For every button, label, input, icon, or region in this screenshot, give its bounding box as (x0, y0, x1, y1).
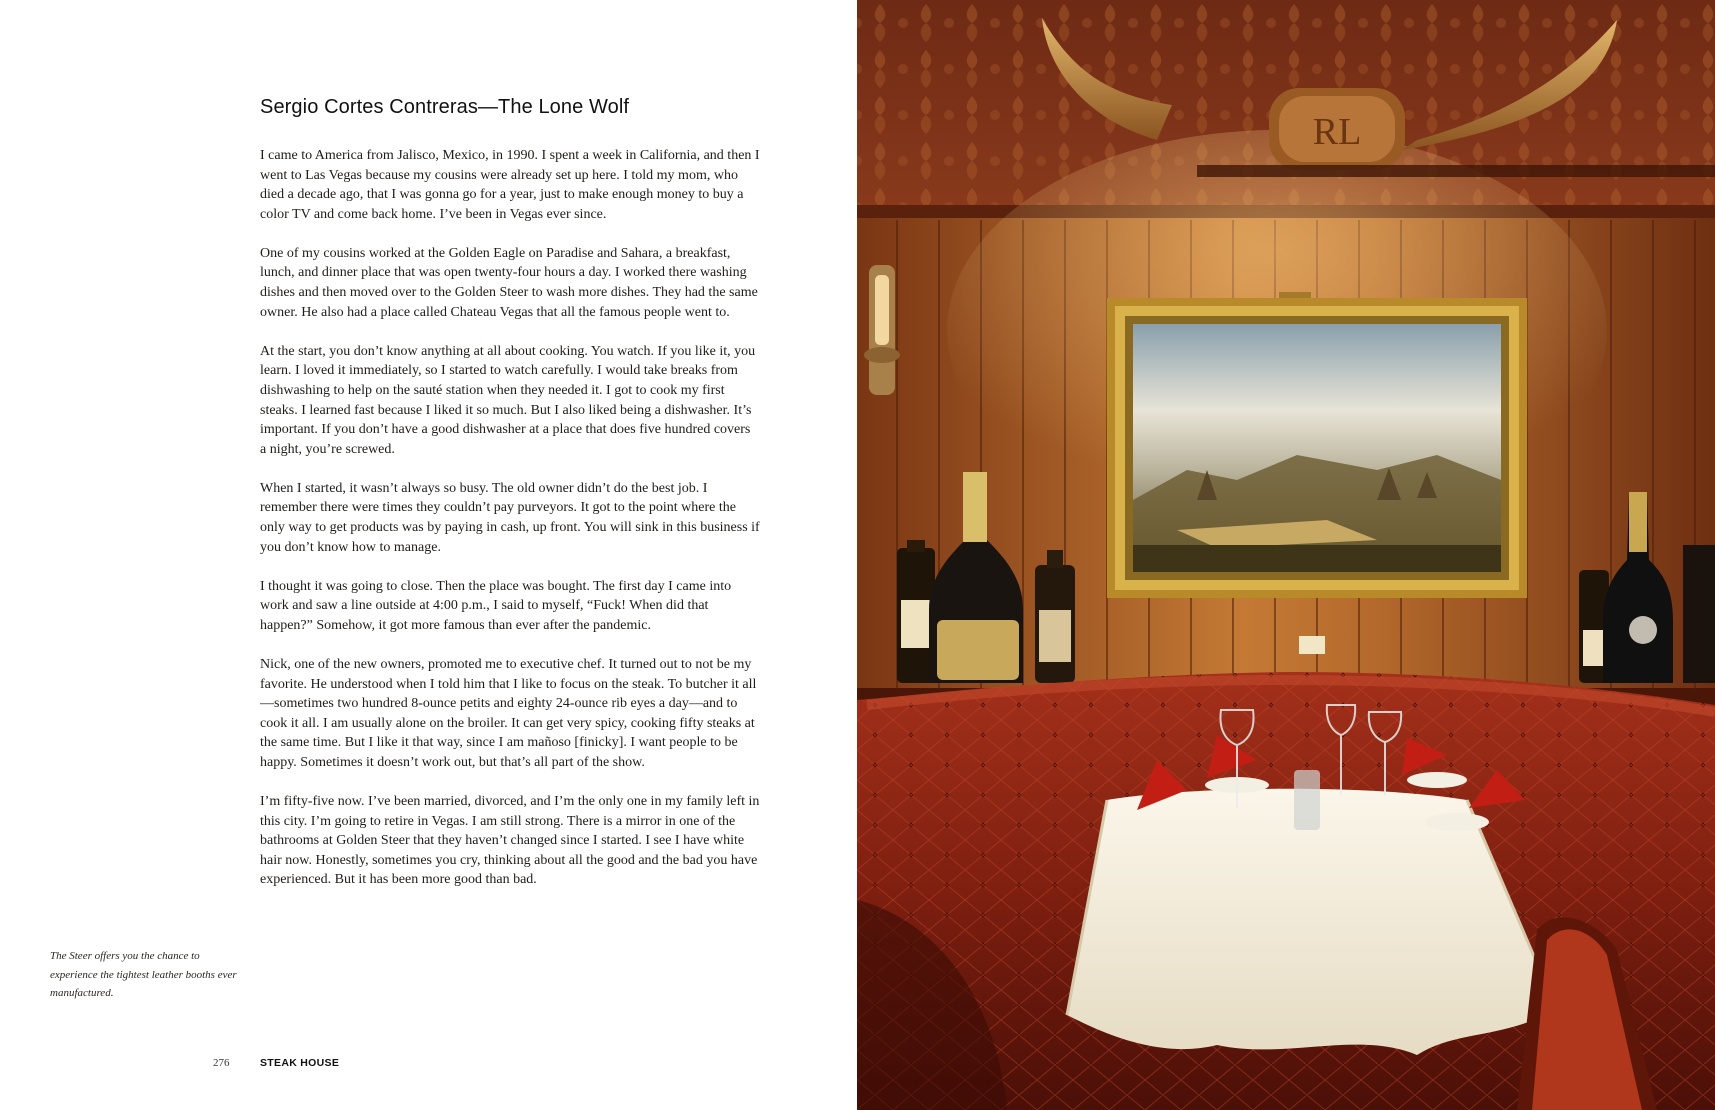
paragraph: I thought it was going to close. Then the place was bought. The first day I came into work and saw a line outside at 4:00 p.m., I said to myself, “Fuck! When did that happen?” Somehow, it got more famous than ever after the pandemic. (260, 578, 732, 633)
paragraph: One of my cousins worked at the Golden Eagle on Paradise and Sahara, a breakfast, lunch, and dinner place that was open twenty-four hours a day. I worked there washing dishes and then moved over to the Golden Steer to wash more dishes. They had the same owner. He also had a place called Chateau Vegas that all the famous people went to. (260, 245, 758, 320)
article-body (260, 146, 760, 910)
paragraph: I’m fifty-five now. I’ve been married, divorced, and I’m the only one in my family left in this city. I’m going to retire in Vegas. I am still strong. There is a mirror in one of the bathrooms at Golden Steer that they haven’t changed since I started. I see I have white hair now. Honestly, sometimes you cry, thinking about all the good and the bad you have experienced. But it has been more good than bad. (260, 794, 760, 888)
paragraph: At the start, you don’t know anything at all about cooking. You watch. If you like it, you learn. I loved it immediately, so I started to watch carefully. I would take breaks from dishwashing to help on the sauté station when they needed it. I got to cook my first steaks. I learned fast because I liked it so much. But I also liked being a dishwasher. It’s important. If you don’t have a good dishwasher at a place that does five hundred covers a night, you’re screwed. (260, 343, 756, 457)
left-page (0, 0, 857, 1110)
restaurant-booth-photo (857, 0, 1715, 1110)
paragraph: Nick, one of the new owners, promoted me to executive chef. It turned out to not be my favorite. He understood when I told him that I like to focus on the steak. To butcher it all—sometimes two hundred 8-ounce petits and eighty 24-ounce rib eyes a day—and to cook it all. I am usually alone on the broiler. It can get very spicy, cooking fifty steaks at the same time. But I like it that way, since I am mañoso [finicky]. I want people to be happy. Sometimes it doesn’t work out, but that’s all part of the show. (260, 656, 757, 770)
section-title: STEAK HOUSE (260, 1057, 340, 1069)
page-number: 276 (213, 1057, 230, 1069)
paragraph: I came to America from Jalisco, Mexico, in 1990. I spent a week in California, and then I went to Las Vegas because my cousins were already set up here. I told my mom, who died a decade ago, that I was gonna go for a year, just to make enough money to buy a color TV and come back home. I’ve been in Vegas ever since. (260, 148, 760, 222)
article-title: Sergio Cortes Contreras—The Lone Wolf (260, 96, 630, 118)
paragraph: When I started, it wasn’t always so busy. The old owner didn’t do the best job. I remember there were times they couldn’t pay purveyors. It got to the point where the only way to get products was by paying in cash, up front. You will sink in this business if you don’t know how to manage. (260, 480, 760, 555)
photo-caption: The Steer offers you the chance to experience the tightest leather booths ever manufactured. (50, 950, 237, 999)
horns-monogram: RL (1312, 111, 1362, 153)
